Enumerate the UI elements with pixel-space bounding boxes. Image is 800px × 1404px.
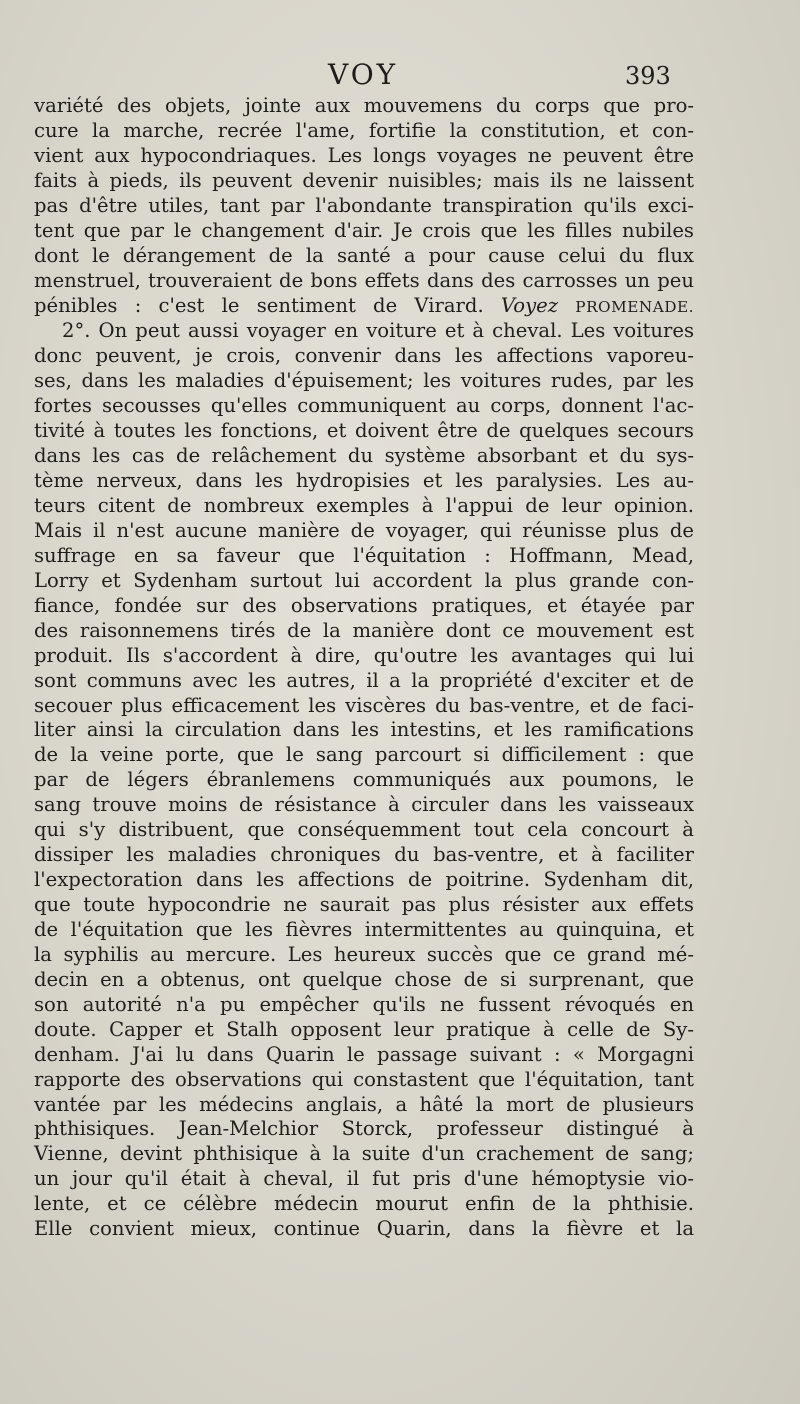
text-line: tent que par le changement d'air. Je crois que les filles nubiles xyxy=(34,218,694,242)
text-line: tivité à toutes les fonctions, et doivent être de quelques secours xyxy=(34,419,694,443)
text-line: menstruel, trouveraient de bons effets dans des carrosses un peu xyxy=(34,268,694,292)
cross-reference-promenade: PROMENADE. xyxy=(575,297,694,316)
text-line: dissiper les maladies chroniques du bas-ventre, et à faciliter xyxy=(34,843,694,867)
text-line: denham. J'ai lu dans Quarin le passage suivant : « Morgagni xyxy=(34,1042,694,1066)
text-line: donc peuvent, je crois, convenir dans les affections vaporeu- xyxy=(34,344,694,368)
text-line: produit. Ils s'accordent à dire, qu'outre les avantages qui lui xyxy=(34,643,694,667)
text-line: suffrage en sa faveur que l'équitation : Hoffmann, Mead, xyxy=(34,543,694,567)
text-line: qui s'y distribuent, que conséquemment tout cela concourt à xyxy=(34,818,694,842)
text-line: Vienne, devint phthisique à la suite d'un crachement de sang; xyxy=(34,1142,694,1166)
text-line: l'expectoration dans les affections de poitrine. Sydenham dit, xyxy=(34,868,694,892)
text-line-with-cross-reference xyxy=(34,294,694,320)
text-line: fiance, fondée sur des observations pratiques, et étayée par xyxy=(34,593,694,617)
text-line: variété des objets, jointe aux mouvemens du corps que pro- xyxy=(34,94,694,117)
text-line: de l'équitation que les fièvres intermittentes au quinquina, et xyxy=(34,917,694,941)
running-head: VOY xyxy=(328,58,399,91)
text-line: pas d'être utiles, tant par l'abondante transpiration qu'ils exci- xyxy=(34,193,694,217)
text-line: Mais il n'est aucune manière de voyager, qui réunisse plus de xyxy=(34,518,694,542)
text-line: vient aux hypocondriaques. Les longs voyages ne peuvent être xyxy=(34,143,694,167)
text-line: phthisiques. Jean-Melchior Storck, professeur distingué à xyxy=(34,1117,694,1141)
text-line: par de légers ébranlemens communiqués aux poumons, le xyxy=(34,768,694,792)
text-line: vantée par les médecins anglais, a hâté la mort de plusieurs xyxy=(34,1092,694,1116)
text-line: rapporte des observations qui constastent que l'équitation, tant xyxy=(34,1067,694,1091)
text-line: lente, et ce célèbre médecin mourut enfin de la phthisie. xyxy=(34,1192,694,1216)
text-line: Lorry et Sydenham surtout lui accordent la plus grande con- xyxy=(34,568,694,592)
text-line: doute. Capper et Stalh opposent leur pratique à celle de Sy- xyxy=(34,1017,694,1041)
text-line: fortes secousses qu'elles communiquent au corps, donnent l'ac- xyxy=(34,394,694,418)
voyez-label: Voyez xyxy=(500,293,559,317)
text-line: sang trouve moins de résistance à circuler dans les vaisseaux xyxy=(34,793,694,817)
text-line: secouer plus efficacement les viscères du bas-ventre, et de faci- xyxy=(34,693,694,717)
text-segment: pénibles : c'est le sentiment de Virard. xyxy=(34,293,484,317)
text-line: ses, dans les maladies d'épuisement; les voitures rudes, par les xyxy=(34,369,694,393)
paragraph-start-line: 2°. On peut aussi voyager en voiture et à cheval. Les voitures xyxy=(62,319,694,343)
page-header xyxy=(0,58,800,98)
text-line: tème nerveux, dans les hydropisies et les paralysies. Les au- xyxy=(34,469,694,493)
text-line: des raisonnemens tirés de la manière dont ce mouvement est xyxy=(34,618,694,642)
text-line: dont le dérangement de la santé a pour cause celui du flux xyxy=(34,243,694,267)
text-line: faits à pieds, ils peuvent devenir nuisibles; mais ils ne laissent xyxy=(34,168,694,192)
text-line: liter ainsi la circulation dans les intestins, et les ramifications xyxy=(34,718,694,742)
text-line: la syphilis au mercure. Les heureux succès que ce grand mé- xyxy=(34,942,694,966)
text-line: que toute hypocondrie ne saurait pas plus résister aux effets xyxy=(34,893,694,916)
text-line: teurs citent de nombreux exemples à l'appui de leur opinion. xyxy=(34,494,694,517)
text-line: sont communs avec les autres, il a la propriété d'exciter et de xyxy=(34,668,694,692)
text-line: cure la marche, recrée l'ame, fortifie la constitution, et con- xyxy=(34,118,694,142)
page-number: 393 xyxy=(625,62,671,90)
body-text xyxy=(34,94,694,1242)
text-line: un jour qu'il était à cheval, il fut pris d'une hémoptysie vio- xyxy=(34,1167,694,1191)
text-line: dans les cas de relâchement du système absorbant et du sys- xyxy=(34,444,694,468)
text-line: Elle convient mieux, continue Quarin, dans la fièvre et la xyxy=(34,1217,694,1241)
text-line: de la veine porte, que le sang parcourt si difficilement : que xyxy=(34,743,694,767)
text-line: decin en a obtenus, ont quelque chose de si surprenant, que xyxy=(34,967,694,991)
text-line: son autorité n'a pu empêcher qu'ils ne fussent révoqués en xyxy=(34,992,694,1016)
